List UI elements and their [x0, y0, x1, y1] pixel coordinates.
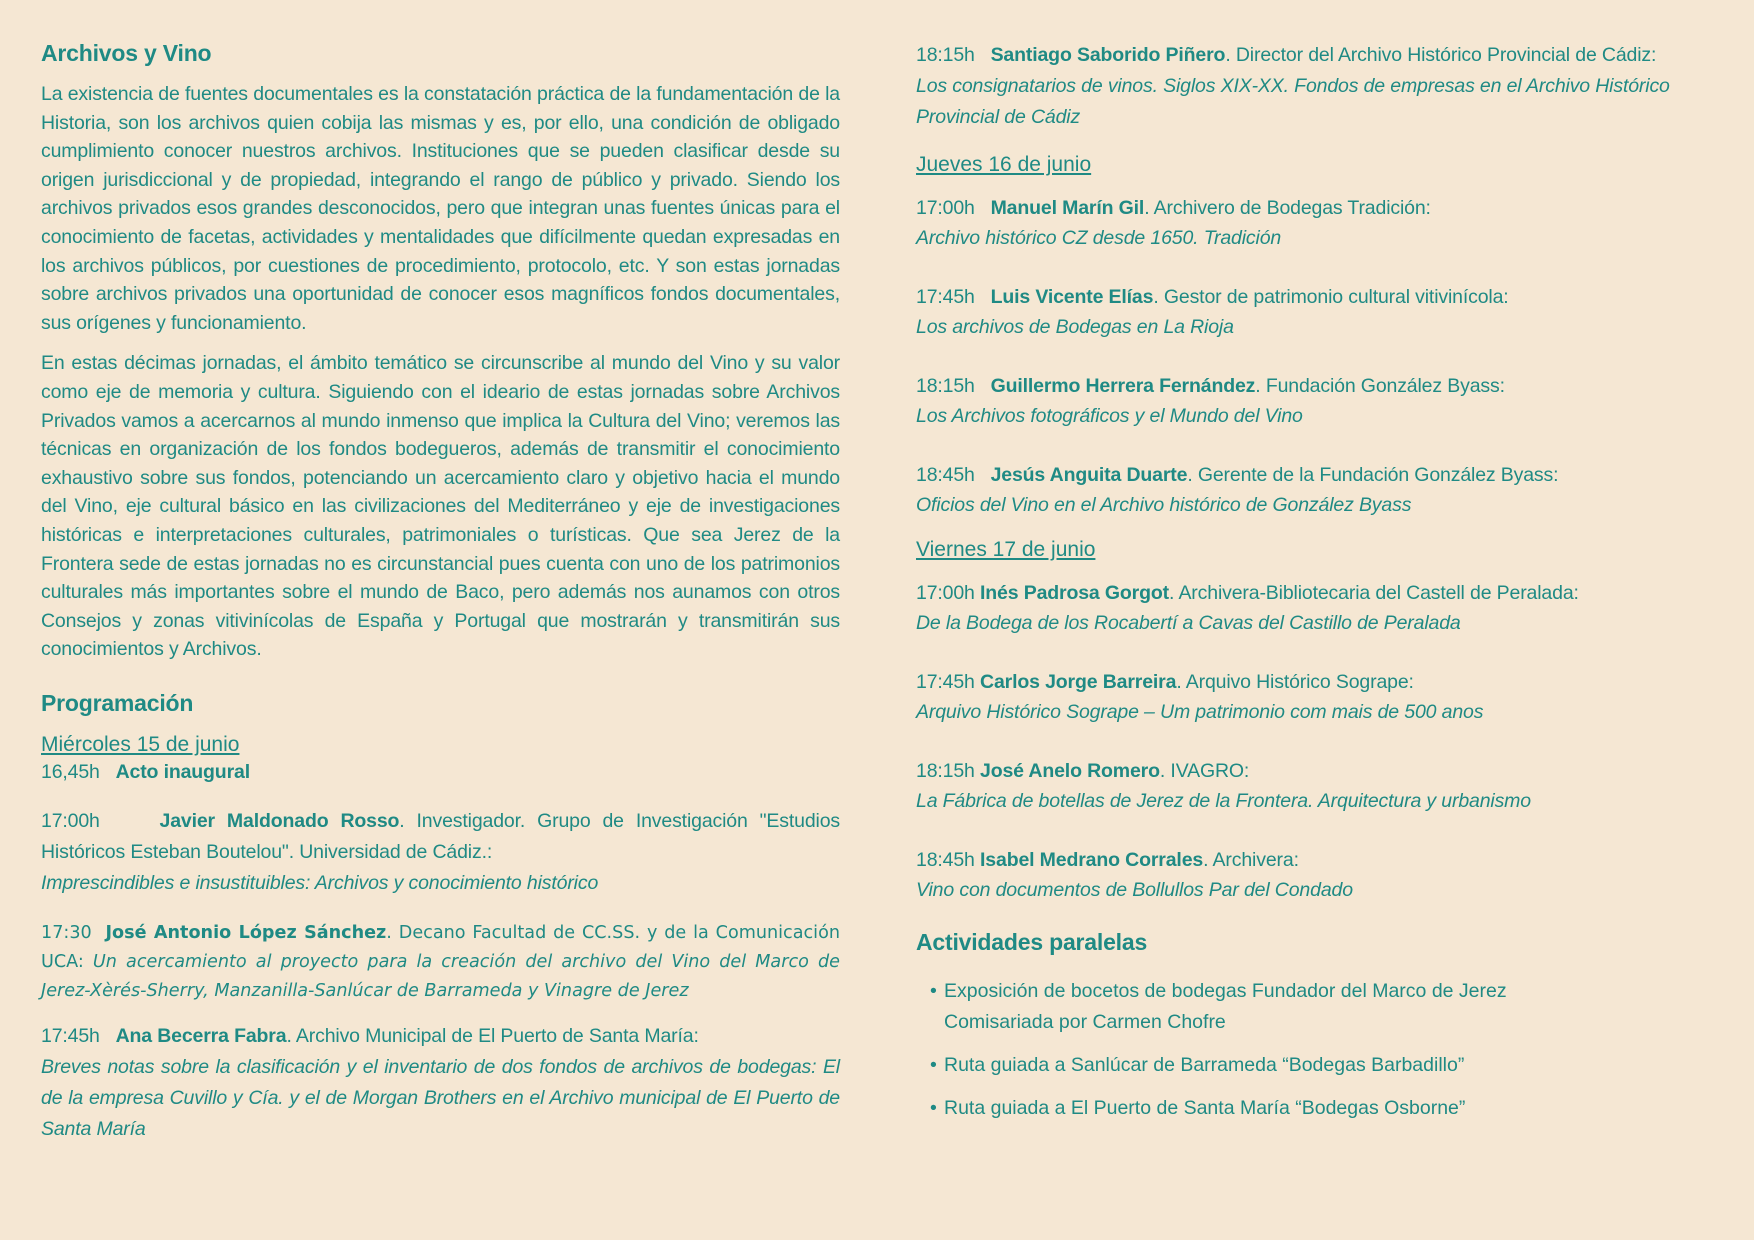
section-title-actividades: Actividades paralelas	[916, 929, 1148, 955]
talk-title: De la Bodega de los Rocabertí a Cavas del Castillo de Peralada	[916, 612, 1461, 634]
left-column	[41, 40, 840, 1145]
talk-entry	[916, 371, 1726, 431]
speaker-role: . Fundación González Byass:	[1255, 375, 1505, 397]
bullet-icon: •	[930, 1097, 937, 1119]
talk-time: 17:00h	[916, 582, 975, 604]
bullet-icon: •	[930, 980, 937, 1002]
talk-entry	[41, 806, 840, 899]
talk-label: Acto inaugural	[115, 760, 250, 783]
talk-entry	[41, 1021, 840, 1145]
talk-entry	[916, 756, 1726, 816]
talk-entry	[916, 460, 1726, 520]
talk-entry	[916, 193, 1726, 253]
talk-time: 18:45h	[916, 464, 975, 486]
day-heading-viernes: Viernes 17 de junio	[916, 538, 1096, 561]
talk-title: Un acercamiento al proyecto para la creación del archivo del Vino del Marco de Jerez-Xèrés-Sherry, Manzanilla-Sanlúcar de Barrameda y Vinagre de Jerez	[41, 951, 840, 1001]
day-heading-jueves: Jueves 16 de junio	[916, 153, 1092, 176]
speaker-name: Santiago Saborido Piñero	[990, 44, 1226, 66]
talk-entry	[916, 40, 1726, 133]
speaker-role: . Decano Facultad de CC.SS. y de la Comunicación UCA:	[41, 922, 840, 972]
speaker-role: . Archivera-Bibliotecaria del Castell de Peralada:	[1168, 582, 1579, 604]
talk-title: Los archivos de Bodegas en La Rioja	[916, 316, 1234, 338]
talk-time: 18:15h	[916, 760, 975, 782]
talk-time: 17:30	[41, 922, 92, 943]
speaker-role: . Investigador. Grupo de Investigación "Estudios Históricos Esteban Boutelou". Universidad de Cádiz.:	[41, 809, 840, 863]
talk-title: Archivo histórico CZ desde 1650. Tradición	[916, 227, 1282, 249]
talk-entry	[41, 919, 840, 1006]
intro-paragraph-1: La existencia de fuentes documentales es la constatación práctica de la fundamentación de la Historia, son los archivos quien cobija las mismas y es, por ello, una condición de obligado cumplimiento conocer nuestros archivos. Instituciones que se pueden clasificar desde su origen jurisdiccional y de propiedad, integrando el rango de público y privado. Siendo los archivos privados esos grandes desconocidos, pero que integran unas fuentes únicas para el conocimiento de facetas, actividades y mentalidades que difícilmente quedan expresadas en los archivos públicos, por cuestiones de procedimiento, protocolo, etc. Y son estas jornadas sobre archivos privados una oportunidad de conocer esos magníficos fondos documentales, sus orígenes y funcionamiento.	[41, 83, 840, 334]
speaker-role: . Archivero de Bodegas Tradición:	[1144, 197, 1431, 219]
right-column	[916, 40, 1726, 1124]
activities-list	[916, 976, 1726, 1124]
day-heading-miercoles: Miércoles 15 de junio	[41, 732, 240, 756]
speaker-role: . Gerente de la Fundación González Byass:	[1187, 464, 1559, 486]
intro-paragraph-2: En estas décimas jornadas, el ámbito temático se circunscribe al mundo del Vino y su valor como eje de memoria y cultura. Siguiendo con el ideario de estas jornadas sobre Archivos Privados vamos a acercarnos al mundo inmenso que implica la Cultura del Vino; veremos las técnicas en organización de los fondos bodegueros, además de transmitir el conocimiento exhaustivo sobre sus fondos, potenciando un acercamiento claro y objetivo hacia el mundo del Vino, eje cultural básico en las civilizaciones del Mediterráneo y eje de investigaciones históricas e interpretaciones culturales, patrimoniales o turísticas. Que sea Jerez de la Frontera sede de estas jornadas no es circunstancial pues cuenta con uno de los patrimonios culturales más importantes sobre el mundo de Baco, pero además nos aunamos con otros Consejos y zonas vitivinícolas de España y Portugal que mostrarán y transmitirán sus conocimientos y Archivos.	[41, 352, 840, 661]
talk-time: 17:00h	[41, 809, 100, 832]
speaker-role: . Archivo Municipal de El Puerto de Santa María:	[286, 1024, 699, 1047]
talk-time: 17:45h	[916, 671, 975, 693]
talk-title: Arquivo Histórico Sogrape – Um patrimonio com mais de 500 anos	[916, 701, 1484, 723]
talk-title: Oficios del Vino en el Archivo histórico de González Byass	[916, 494, 1412, 516]
talk-title: Imprescindibles e insustituibles: Archivos y conocimiento histórico	[41, 871, 599, 894]
talk-title: La Fábrica de botellas de Jerez de la Frontera. Arquitectura y urbanismo	[916, 790, 1531, 812]
talk-time: 17:00h	[916, 197, 975, 219]
speaker-role: . Archivera:	[1203, 849, 1299, 871]
talk-title: Breves notas sobre la clasificación y el inventario de dos fondos de archivos de bodegas: El de la empresa Cuvillo y Cía. y el de Morgan Brothers en el Archivo municipal de El Puerto de Santa María	[41, 1055, 840, 1140]
section-title-programacion: Programación	[41, 689, 194, 716]
section-title-archivos: Archivos y Vino	[41, 40, 212, 66]
speaker-name: José Anelo Romero	[980, 760, 1160, 782]
speaker-name: Jesús Anguita Duarte	[990, 464, 1188, 486]
list-item: • Ruta guiada a Sanlúcar de Barrameda “Bodegas Barbadillo”	[916, 1050, 1726, 1081]
speaker-name: Javier Maldonado Rosso	[159, 809, 400, 832]
talk-entry	[916, 667, 1726, 727]
talk-time: 18:45h	[916, 849, 975, 871]
talk-time: 18:15h	[916, 44, 975, 66]
speaker-role: . Director del Archivo Histórico Provincial de Cádiz:	[1225, 44, 1657, 66]
talk-time: 17:45h	[41, 1024, 100, 1047]
talk-time: 16,45h	[41, 760, 100, 783]
speaker-role: . IVAGRO:	[1159, 760, 1250, 782]
talk-entry	[916, 578, 1726, 638]
speaker-role: . Arquivo Histórico Sogrape:	[1176, 671, 1414, 693]
talk-title: Los Archivos fotográficos y el Mundo del Vino	[916, 405, 1303, 427]
speaker-name: Ana Becerra Fabra	[115, 1024, 287, 1047]
talk-time: 17:45h	[916, 286, 975, 308]
list-item: • Ruta guiada a El Puerto de Santa María “Bodegas Osborne”	[916, 1093, 1726, 1124]
bullet-icon: •	[930, 1054, 937, 1076]
speaker-name: Carlos Jorge Barreira	[980, 671, 1177, 693]
speaker-role: . Gestor de patrimonio cultural vitivinícola:	[1153, 286, 1509, 308]
speaker-name: Guillermo Herrera Fernández	[990, 375, 1256, 397]
talk-title: Vino con documentos de Bollullos Par del Condado	[916, 879, 1353, 901]
speaker-name: José Antonio López Sánchez	[105, 922, 387, 943]
talk-time: 18:15h	[916, 375, 975, 397]
talk-title: Los consignatarios de vinos. Siglos XIX-XX. Fondos de empresas en el Archivo Histórico Provincial de Cádiz	[916, 75, 1670, 128]
speaker-name: Isabel Medrano Corrales	[980, 849, 1204, 871]
talk-entry	[916, 845, 1726, 905]
list-item: • Exposición de bocetos de bodegas Fundador del Marco de Jerez Comisariada por Carmen Chofre	[916, 976, 1726, 1038]
talk-entry	[916, 282, 1726, 342]
speaker-name: Luis Vicente Elías	[990, 286, 1154, 308]
speaker-name: Manuel Marín Gil	[990, 197, 1145, 219]
speaker-name: Inés Padrosa Gorgot	[980, 582, 1169, 604]
inaugural-act	[41, 757, 840, 787]
